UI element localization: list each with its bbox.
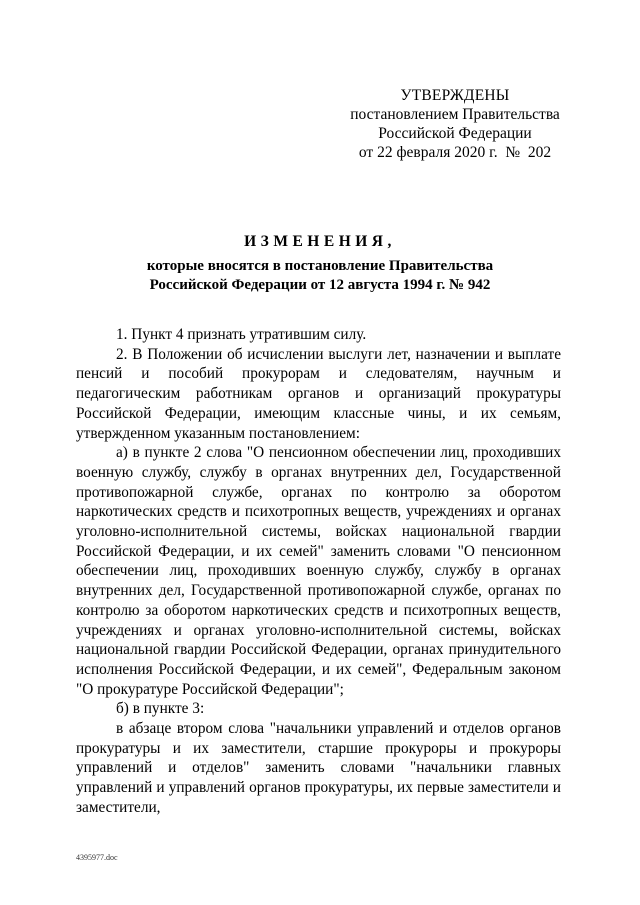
paragraph-subitem-b: б) в пункте 3:	[116, 700, 205, 718]
document-title: ИЗМЕНЕНИЯ,	[244, 233, 396, 250]
approval-stamp	[340, 86, 570, 162]
approval-line-3: от 22 февраля 2020 г. № 202	[358, 144, 552, 161]
approval-title: УТВЕРЖДЕНЫ	[400, 87, 510, 104]
document-body	[76, 325, 561, 818]
document-subtitle-line-1: которые вносятся в постановление Правительства	[146, 258, 494, 274]
approval-line-1: постановлением Правительства	[350, 106, 560, 123]
document-subtitle-line-2: Российской Федерации от 12 августа 1994 г. № 942	[149, 277, 491, 293]
document-heading	[110, 232, 530, 295]
paragraph-subitem-b-text: в абзаце втором слова "начальники управлений и отделов органов прокуратуры и их заместители, старшие прокуроры и прокуроры управлений и отделов" заменить словами "начальники главных управлений и управлений органов прокуратуры, их первые заместители и заместители,	[76, 720, 561, 816]
paragraph-item-1: 1. Пункт 4 признать утратившим силу.	[116, 326, 367, 343]
paragraph-item-2: 2. В Положении об исчислении выслуги лет, назначении и выплате пенсий и пособий прокурорам и следователям, научным и педагогическим работникам органов и организаций прокуратуры Российской Федерации, имеющим классные чины, и их семьям, утвержденном указанным постановлением:	[76, 345, 561, 442]
paragraph-subitem-a: а) в пункте 2 слова "О пенсионном обеспечении лиц, проходивших военную службу, службу в органах внутренних дел, Государственной противопожарной службе, органах по контролю за оборотом наркотических средств и психотропных веществ, учреждениях и органах уголовно-исполнительной системы, войсках национальной гвардии Российской Федерации, и их семей" заменить словами "О пенсионном обеспечении лиц, проходивших военную службу, службу в органах внутренних дел, Государственной противопожарной службе, органах по контролю за оборотом наркотических средств и психотропных веществ, учреждениях и органах уголовно-исполнительной системы, войсках национальной гвардии Российской Федерации, органах принудительного исполнения Российской Федерации, и их семей", Федеральным законом "О прокуратуре Российской Федерации";	[76, 444, 561, 698]
approval-line-2: Российской Федерации	[378, 125, 532, 142]
document-file-code: 4395977.doc	[76, 853, 118, 862]
